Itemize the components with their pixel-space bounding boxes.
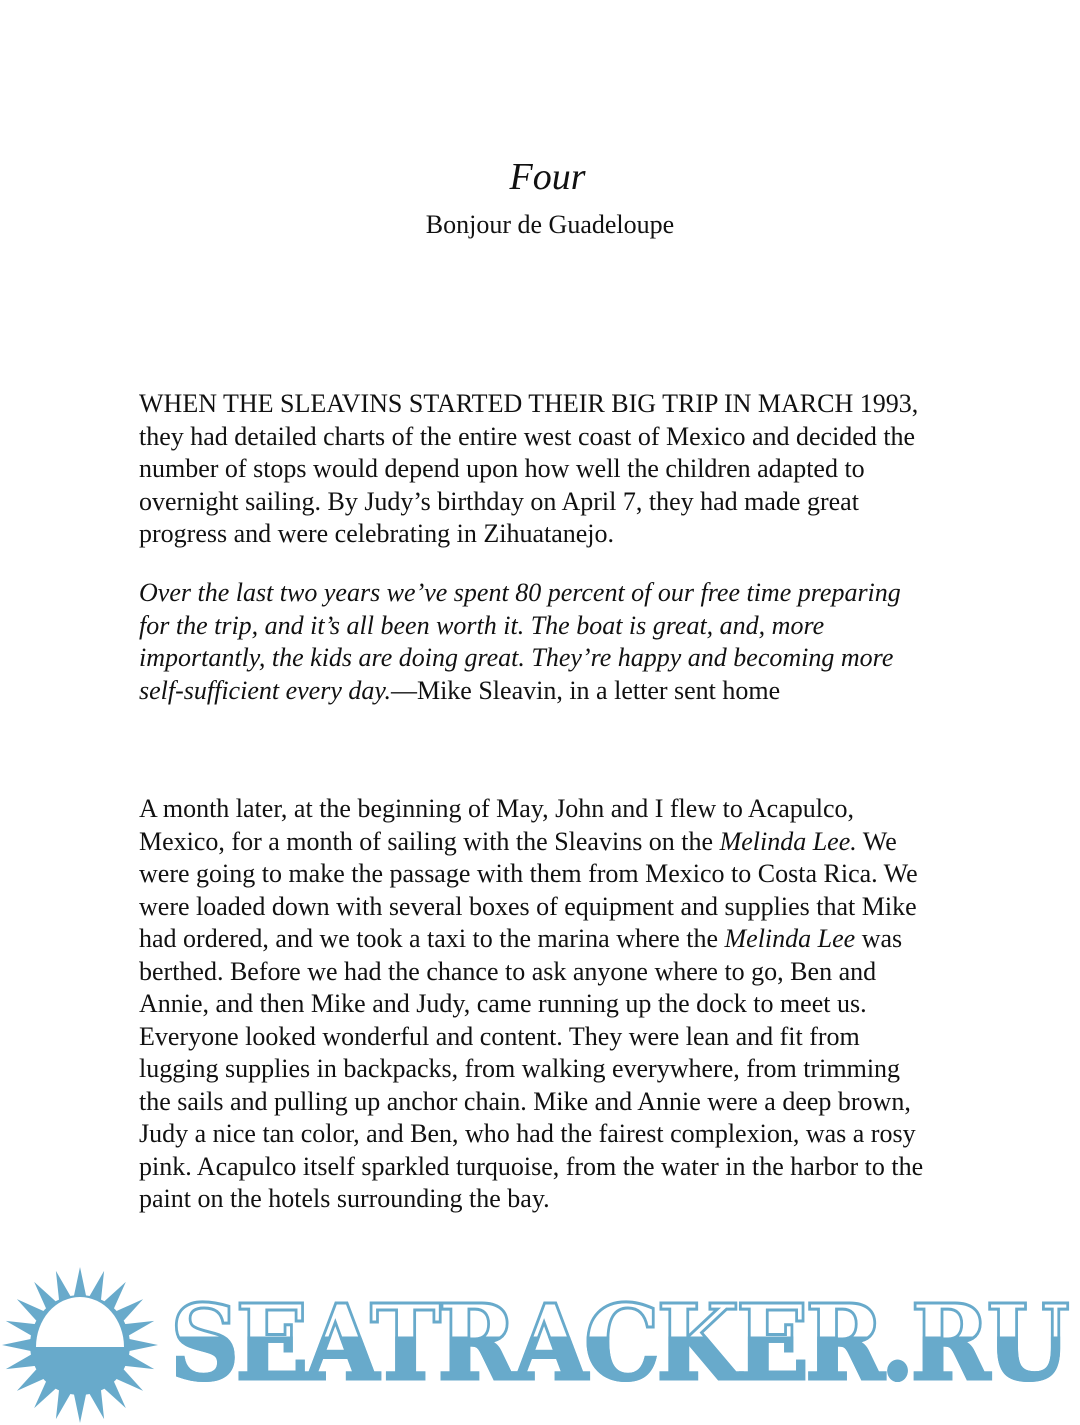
text-line [139,486,918,519]
body-paragraph [139,388,918,551]
text-segment: Mexico, for a month of sailing with the Sleavins on the [139,826,720,856]
watermark-logo-text: SEATRACKER.RU [170,1281,1067,1404]
text-segment: had ordered, and we took a taxi to the marina where the [139,924,725,953]
text-segment: the sails and pulling up anchor chain. Mike and Annie were a deep brown, [139,1086,911,1116]
text-line [139,453,918,486]
text-segment: lugging supplies in backpacks, from walking everywhere, from trimming [139,1054,901,1083]
text-segment: overnight sailing. By Judy’s birthday on April 7, they had made great [139,486,859,516]
text-line [139,1183,923,1216]
text-segment: Judy a nice tan color, and Ben, who had the fairest complexion, was a rosy [139,1119,916,1148]
text-segment: We [856,826,897,856]
text-segment: pink. Acapulco itself sparkled turquoise, from the water in the harbor to the [139,1151,924,1181]
text-segment: WHEN THE SLEAVINS STARTED THEIR BIG TRIP IN MARCH 1993, [139,389,919,418]
text-line [139,988,923,1021]
italic-text: self-sufficient every day. [139,675,391,705]
text-segment: were going to make the passage with them from Mexico to Costa Rica. We [139,859,918,888]
chapter-number: Four [509,156,586,198]
text-segment: number of stops would depend upon how well the children adapted to [139,454,865,483]
text-segment: was [855,924,903,953]
text-line [139,1021,923,1054]
text-line [139,518,918,551]
text-line [139,421,918,454]
text-segment: Annie, and then Mike and Judy, came running up the dock to meet us. [139,989,867,1018]
text-segment: were loaded down with several boxes of equipment and supplies that Mike [139,891,917,921]
text-line [139,923,923,956]
text-segment: —Mike Sleavin, in a letter sent home [390,675,781,705]
text-line [139,1118,923,1151]
text-line [139,675,901,708]
text-segment: A month later, at the beginning of May, John and I flew to Acapulco, [139,794,854,823]
text-line [139,826,923,859]
text-line [139,956,923,989]
italic-text: importantly, the kids are doing great. They’re happy and becoming more [139,643,894,672]
text-line [139,1053,923,1086]
italic-text: Melinda Lee [724,924,856,953]
text-line [139,388,918,421]
body-paragraph [139,793,923,1216]
text-line [139,610,901,643]
text-segment: progress and were celebrating in Zihuatanejo. [139,519,615,548]
text-line [139,1086,923,1119]
text-segment: berthed. Before we had the chance to ask anyone where to go, Ben and [139,956,877,986]
text-segment: they had detailed charts of the entire west coast of Mexico and decided the [139,421,916,451]
italic-text: for the trip, and it’s all been worth it. The boat is great, and, more [139,610,825,640]
epigraph-quote [139,577,901,707]
text-segment: paint on the hotels surrounding the bay. [139,1184,550,1213]
italic-text: Melinda Lee. [719,826,857,856]
text-segment: Everyone looked wonderful and content. They were lean and fit from [139,1021,860,1051]
text-line [139,577,901,610]
chapter-title: Bonjour de Guadeloupe [425,210,675,239]
text-line [139,1151,923,1184]
text-line [139,891,923,924]
italic-text: Over the last two years we’ve spent 80 percent of our free time preparing [139,578,901,607]
text-line [139,793,923,826]
text-line [139,858,923,891]
text-line [139,642,901,675]
